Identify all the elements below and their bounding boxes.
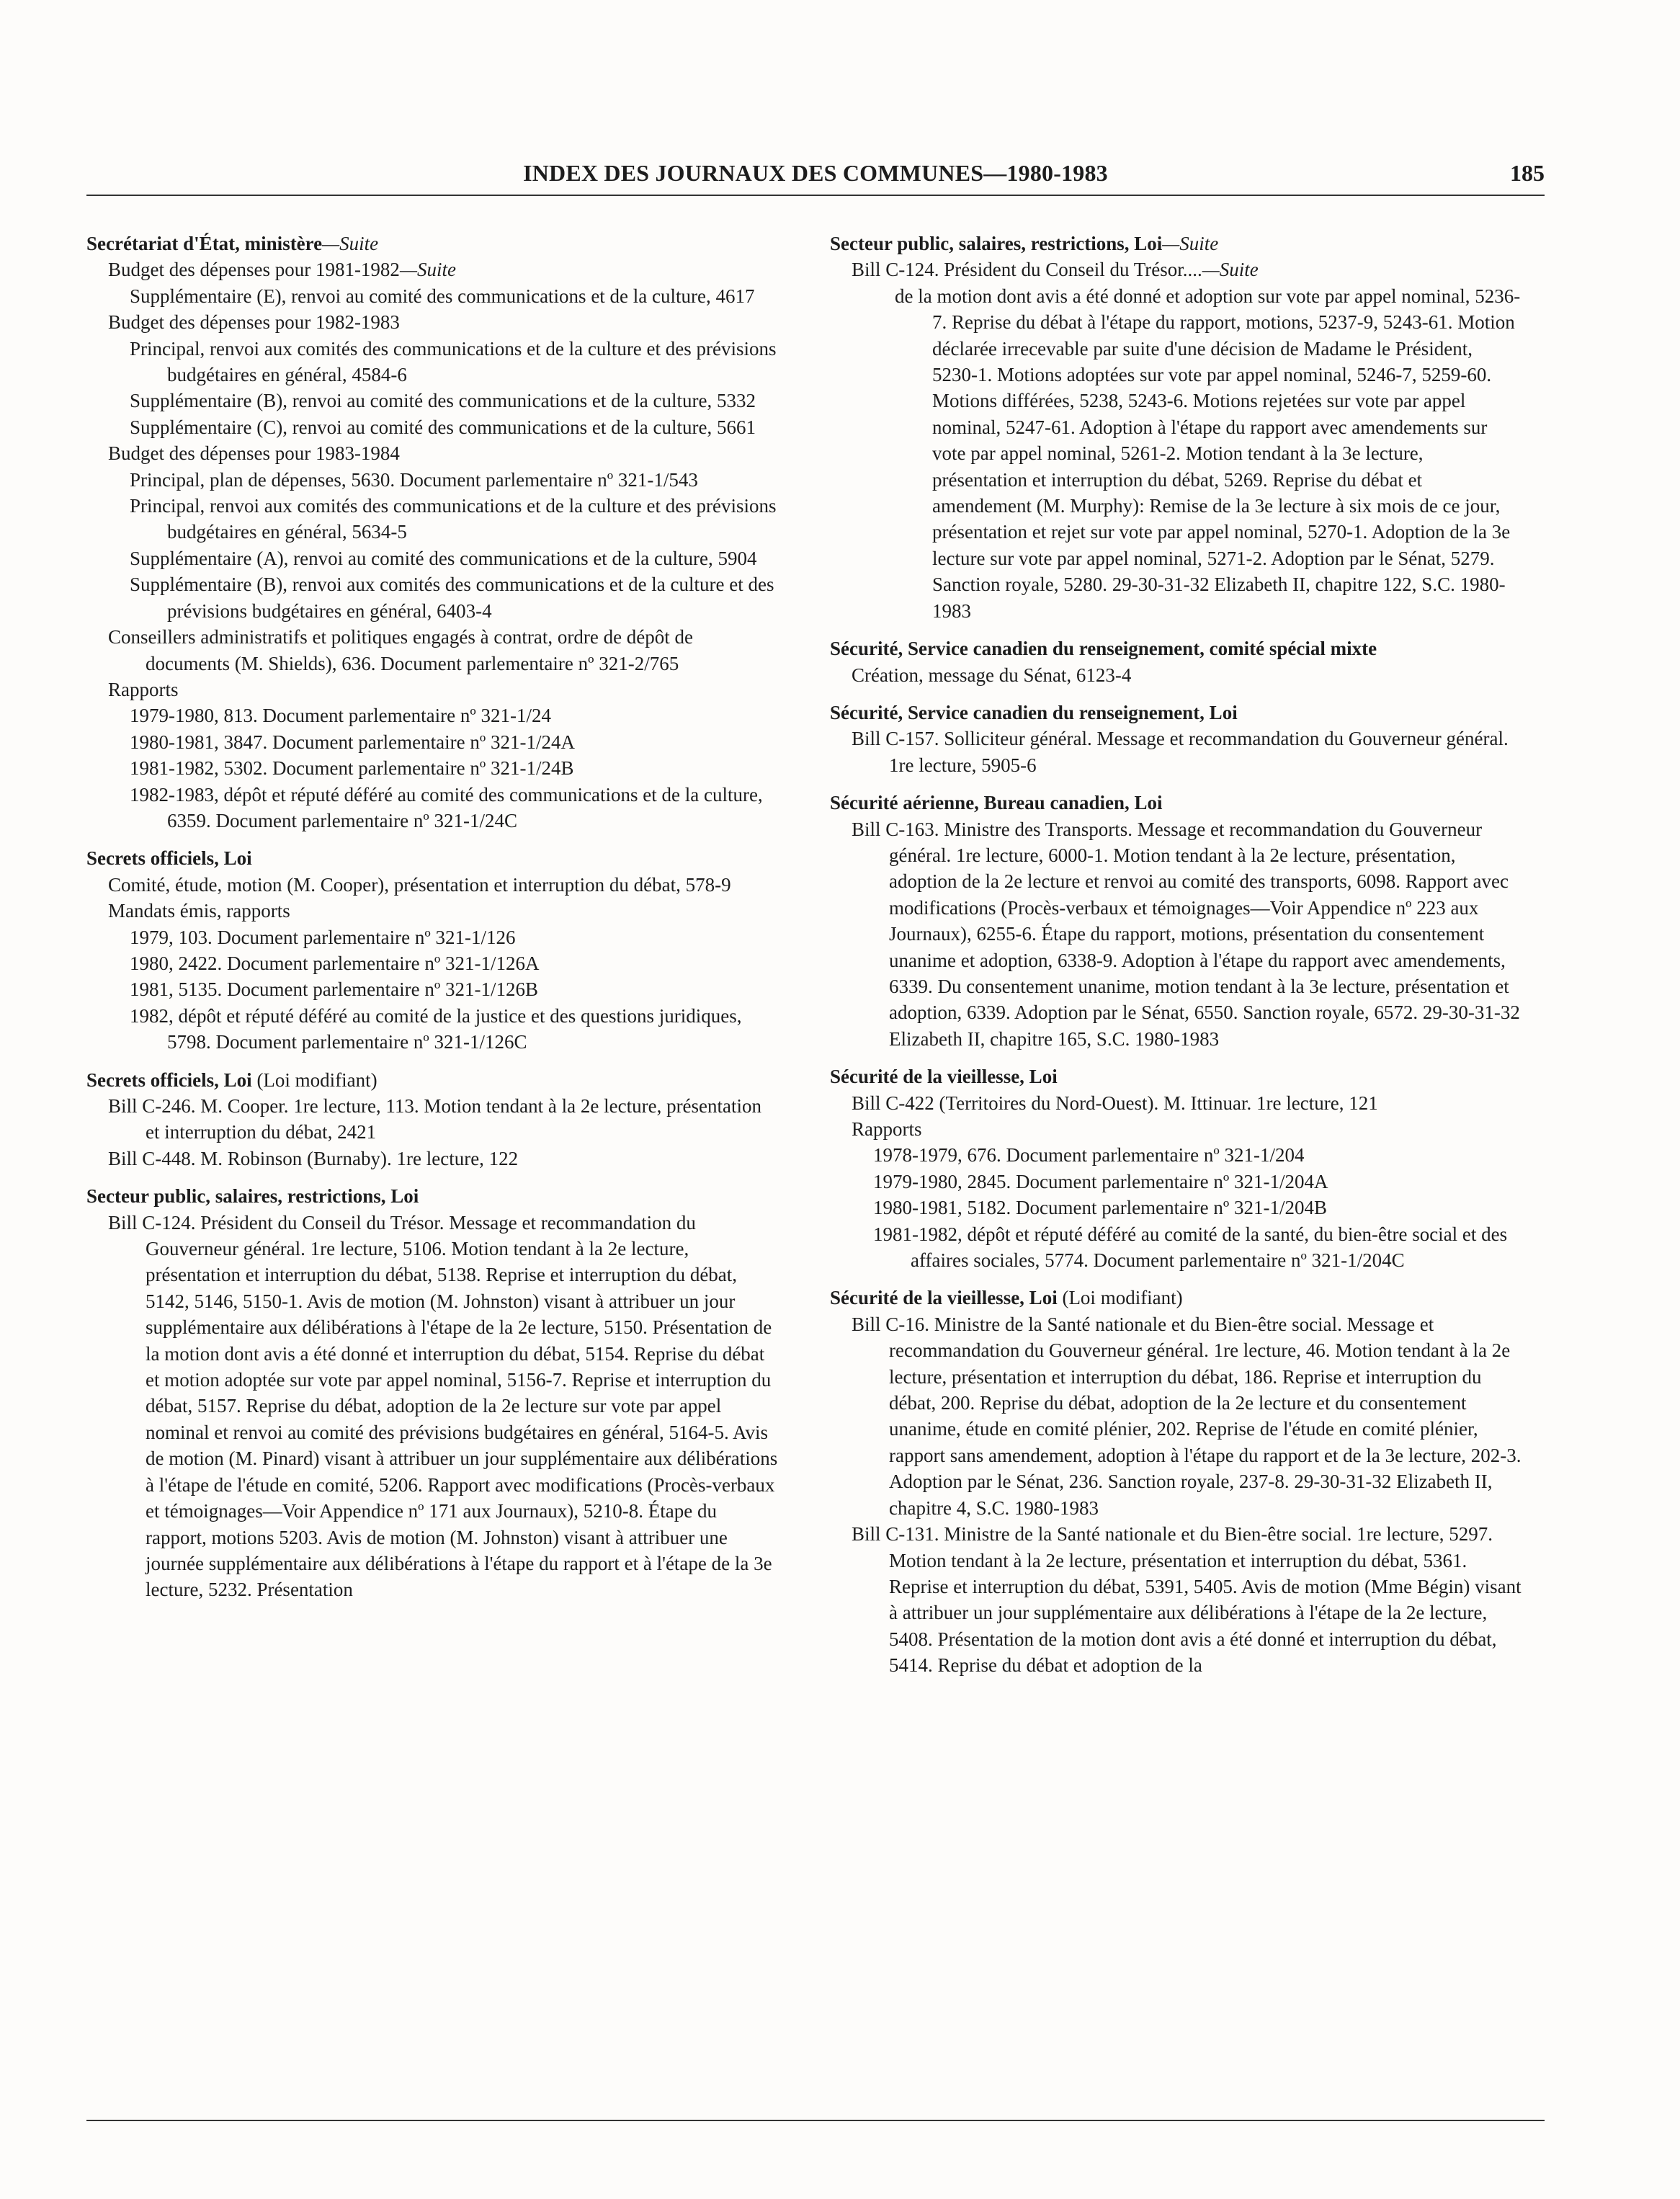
subentry-text: de la motion dont avis a été donné et adoption sur vote par appel nominal, 5236-7. Reprise du débat à l'étape du rapport, motions, 5237-9, 5243-61. Motion déclarée irrecevable par suite d'une décision de Madame le Président, 5230-1. Motions adoptées sur vote par appel nominal, 5246-7, 5259-60. Motions différées, 5238, 5243-6. Motions rejetées sur vote par appel nominal, 5247-61. Adoption à l'étape du rapport avec amendements sur vote par appel nominal, 5261-2. Motion tendant à la 3e lecture, présentation et interruption du débat, 5269. Reprise du débat et amendement (M. Murphy): Remise de la 3e lecture à six mois de ce jour, présentation et rejet sur vote par appel nominal, 5270-1. Adoption de la 3e lecture sur vote par appel nominal, 5271-2. Adoption par le Sénat, 5279. Sanction royale, 5280. 29-30-31-32 Elizabeth II, chapitre 122, S.C. 1980-1983 [895, 285, 1521, 622]
subentry [86, 336, 778, 388]
subentry-text: Bill C-422 (Territoires du Nord-Ouest). M. Ittinuar. 1re lecture, 121 [852, 1092, 1378, 1114]
subentry-text: Conseillers administratifs et politiques engagés à contrat, ordre de dépôt de documents (M. Shields), 636. Document parlementaire nº 321-2/765 [108, 626, 694, 674]
subentry-text: 1978-1979, 676. Document parlementaire nº 321-1/204 [873, 1144, 1305, 1167]
footer-rule [86, 2120, 1545, 2121]
header-rule [86, 195, 1545, 196]
subentry-text: Principal, renvoi aux comités des communications et de la culture et des prévisions budgétaires en général, 4584-6 [130, 337, 777, 386]
index-entry [86, 845, 778, 1055]
subentry-text: 1982, dépôt et réputé déféré au comité de la justice et des questions juridiques, 5798. Document parlementaire nº 321-1/126C [130, 1004, 742, 1053]
subentry-text: 1980-1981, 3847. Document parlementaire nº 321-1/24A [130, 731, 575, 753]
index-entry [830, 1063, 1522, 1273]
subentry-text: Bill C-157. Solliciteur général. Message et recommandation du Gouverneur général. 1re lecture, 5905-6 [852, 728, 1509, 776]
entry-heading-text: Secrets officiels, Loi [86, 1069, 252, 1091]
subentry-text: Supplémentaire (B), renvoi au comité des communications et de la culture, 5332 [130, 390, 756, 412]
subentry [830, 257, 1522, 282]
subentry [86, 571, 778, 624]
subentry [86, 1210, 778, 1603]
subentry-text: Principal, renvoi aux comités des communications et de la culture et des prévisions budgétaires en général, 5634-5 [130, 495, 777, 543]
entry-heading [830, 1063, 1522, 1089]
subentry [830, 1311, 1522, 1521]
subentry-text: Mandats émis, rapports [108, 900, 290, 922]
subentry-text: Budget des dépenses pour 1981-1982 [108, 259, 400, 281]
subentry [86, 677, 778, 702]
subentry-text: 1982-1983, dépôt et réputé déféré au comité des communications et de la culture, 6359. Document parlementaire nº 321-1/24C [130, 783, 763, 831]
subentry [830, 1221, 1522, 1274]
page-number: 185 [1510, 160, 1545, 186]
subentry-text: Rapports [852, 1118, 922, 1140]
subentry [86, 755, 778, 781]
subentry [86, 976, 778, 1002]
subentry [86, 1146, 778, 1172]
subentry [86, 702, 778, 728]
subentry-suite: —Suite [399, 259, 456, 281]
left-column [86, 231, 778, 1615]
subentry-text: 1979-1980, 2845. Document parlementaire nº 321-1/204A [873, 1170, 1328, 1192]
subentry [830, 1521, 1522, 1678]
entry-heading [830, 231, 1522, 257]
subentry-text: Bill C-124. Président du Conseil du Trésor. Message et recommandation du Gouverneur général. 1re lecture, 5106. Motion tendant à la 2e lecture, présentation et interruption du débat, 5138. Reprise et interruption du débat, 5142, 5146, 5150-1. Avis de motion (M. Johnston) visant à attribuer un jour supplémentaire aux délibérations à l'étape de la 2e lecture, 5150. Présentation de la motion dont avis a été donné et interruption du débat, 5154. Reprise du débat et motion adoptée sur vote par appel nominal, 5156-7. Reprise et interruption du débat, 5157. Reprise du débat, adoption de la 2e lecture sur vote par appel nominal et renvoi au comité des prévisions budgétaires en général, 5164-5. Avis de motion (M. Pinard) visant à attribuer un jour supplémentaire aux délibérations à l'étape de l'étude en comité, 5206. Rapport avec modifications (Procès-verbaux et témoignages—Voir Appendice nº 171 aux Journaux), 5210-8. Étape du rapport, motions 5203. Avis de motion (M. Johnston) visant à attribuer une journée supplémentaire aux délibérations à l'étape du rapport et à l'étape de la 3e lecture, 5232. Présentation [108, 1211, 778, 1601]
subentry [86, 898, 778, 924]
entry-heading-suite: —Suite [1162, 233, 1219, 254]
subentry-text: Bill C-246. M. Cooper. 1re lecture, 113. Motion tendant à la 2e lecture, présentation et interruption du débat, 2421 [108, 1095, 762, 1143]
subentry [86, 257, 778, 282]
subentry [86, 440, 778, 466]
index-entry [830, 635, 1522, 688]
subentry-text: 1980, 2422. Document parlementaire nº 321-1/126A [130, 952, 540, 974]
subentry-text: Supplémentaire (C), renvoi au comité des communications et de la culture, 5661 [130, 416, 756, 438]
subentry-text: Budget des dépenses pour 1983-1984 [108, 442, 400, 465]
entry-heading [830, 700, 1522, 726]
subentry [86, 872, 778, 898]
subentry [86, 624, 778, 677]
subentry-text: 1979, 103. Document parlementaire nº 321-1/126 [130, 926, 516, 948]
subentry-text: 1981, 5135. Document parlementaire nº 321-1/126B [130, 978, 538, 1001]
subentry-text: Principal, plan de dépenses, 5630. Document parlementaire nº 321-1/543 [130, 468, 698, 491]
entry-heading-text: Secteur public, salaires, restrictions, Loi [86, 1185, 419, 1208]
entry-heading-text: Sécurité, Service canadien du renseignement, Loi [830, 701, 1238, 723]
subentry-text: Supplémentaire (E), renvoi au comité des communications et de la culture, 4617 [130, 285, 755, 307]
subentry-suite: —Suite [1202, 259, 1259, 281]
subentry-text: Bill C-448. M. Robinson (Burnaby). 1re lecture, 122 [108, 1147, 519, 1169]
entry-heading [86, 845, 778, 871]
subentry [830, 283, 1522, 624]
entry-heading [86, 1067, 778, 1093]
entry-heading [830, 635, 1522, 661]
subentry-text: Création, message du Sénat, 6123-4 [852, 664, 1132, 686]
entry-heading [86, 1183, 778, 1209]
index-entry [830, 231, 1522, 624]
subentry-text: Bill C-124. Président du Conseil du Trésor.... [852, 259, 1202, 281]
subentry [830, 816, 1522, 1053]
subentry [86, 729, 778, 755]
subentry [86, 950, 778, 976]
index-entry [830, 1285, 1522, 1678]
entry-heading-text: Sécurité, Service canadien du renseignement, comité spécial mixte [830, 638, 1377, 660]
subentry [830, 1195, 1522, 1221]
entry-heading [830, 1285, 1522, 1311]
entry-heading-text: Sécurité de la vieillesse, Loi [830, 1066, 1058, 1088]
subentry-text: Bill C-163. Ministre des Transports. Message et recommandation du Gouverneur général. 1re lecture, 6000-1. Motion tendant à la 2e lecture, présentation, adoption de la 2e lecture et renvoi au comité des transports, 6098. Rapport avec modifications (Procès-verbaux et témoignages—Voir Appendice nº 223 aux Journaux), 6255-6. Étape du rapport, motions, présentation du consentement unanime et adoption, 6338-9. Adoption à l'étape du rapport avec amendements, 6339. Du consentement unanime, motion tendant à la 3e lecture, présentation et adoption, 6339. Adoption par le Sénat, 6550. Sanction royale, 6572. 29-30-31-32 Elizabeth II, chapitre 165, S.C. 1980-1983 [852, 818, 1520, 1050]
index-entry [830, 790, 1522, 1052]
subentry [830, 1116, 1522, 1142]
subentry-text: 1979-1980, 813. Document parlementaire nº 321-1/24 [130, 705, 551, 727]
subentry-text: Rapports [108, 678, 179, 700]
subentry [830, 1090, 1522, 1116]
entry-heading-text: Sécurité de la vieillesse, Loi [830, 1287, 1058, 1309]
subentry-text: Comité, étude, motion (M. Cooper), présentation et interruption du débat, 578-9 [108, 873, 731, 896]
subentry-text: Supplémentaire (B), renvoi aux comités des communications et de la culture et des prévisions budgétaires en général, 6403-4 [130, 574, 774, 622]
entry-heading-text: Secteur public, salaires, restrictions, Loi [830, 233, 1163, 254]
subentry [86, 545, 778, 571]
subentry-text: Bill C-131. Ministre de la Santé nationale et du Bien-être social. 1re lecture, 5297. Motion tendant à la 2e lecture, présentation et interruption du débat, 5361. Reprise et interruption du débat, 5391, 5405. Avis de motion (Mme Bégin) visant à attribuer un jour supplémentaire aux délibérations à l'étape de la 2e lecture, 5408. Présentation de la motion dont avis a été donné et interruption du débat, 5414. Reprise du débat et adoption de la [852, 1523, 1522, 1677]
subentry [86, 1003, 778, 1056]
subentry [86, 1093, 778, 1146]
subentry-text: 1980-1981, 5182. Document parlementaire nº 321-1/204B [873, 1197, 1327, 1219]
subentry-text: 1981-1982, 5302. Document parlementaire nº 321-1/24B [130, 757, 574, 780]
subentry [830, 726, 1522, 778]
entry-heading-text: Sécurité aérienne, Bureau canadien, Loi [830, 792, 1163, 814]
subentry [86, 388, 778, 414]
subentry-text: Bill C-16. Ministre de la Santé nationale et du Bien-être social. Message et recommandation du Gouverneur général. 1re lecture, 46. Motion tendant à la 2e lecture, présentation et interruption du débat, 186. Reprise et interruption du débat, 200. Reprise du débat, adoption de la 2e lecture et du consentement unanime, étude en comité plénier, 202. Reprise de l'étude en comité plénier, rapport sans amendement, adoption à l'étape du rapport et de la 3e lecture, 202-3. Adoption par le Sénat, 236. Sanction royale, 237-8. 29-30-31-32 Elizabeth II, chapitre 4, S.C. 1980-1983 [852, 1313, 1522, 1519]
subentry [830, 1169, 1522, 1195]
index-entry [86, 231, 778, 834]
running-title: INDEX DES JOURNAUX DES COMMUNES—1980-1983 [523, 160, 1108, 186]
subentry [86, 467, 778, 493]
entry-heading-qualifier: (Loi modifiant) [251, 1069, 377, 1091]
subentry-text: Supplémentaire (A), renvoi au comité des communications et de la culture, 5904 [130, 547, 757, 569]
subentry [830, 662, 1522, 688]
index-entry [86, 1183, 778, 1603]
subentry [86, 414, 778, 440]
subentry [86, 924, 778, 950]
entry-heading-text: Secrétariat d'État, ministère [86, 233, 323, 254]
subentry-text: Budget des dépenses pour 1982-1983 [108, 311, 400, 334]
subentry [86, 782, 778, 834]
index-entry [830, 700, 1522, 778]
page-header [86, 160, 1545, 196]
subentry [86, 309, 778, 335]
entry-heading [86, 231, 778, 257]
subentry [86, 493, 778, 545]
entry-heading-suite: —Suite [322, 233, 379, 254]
right-column [830, 231, 1522, 1690]
subentry [86, 283, 778, 309]
entry-heading-text: Secrets officiels, Loi [86, 847, 252, 870]
subentry-text: 1981-1982, dépôt et réputé déféré au comité de la santé, du bien-être social et des affaires sociales, 5774. Document parlementaire nº 321-1/204C [873, 1223, 1508, 1272]
subentry [830, 1142, 1522, 1168]
index-entry [86, 1067, 778, 1172]
entry-heading [830, 790, 1522, 816]
entry-heading-qualifier: (Loi modifiant) [1057, 1287, 1183, 1309]
